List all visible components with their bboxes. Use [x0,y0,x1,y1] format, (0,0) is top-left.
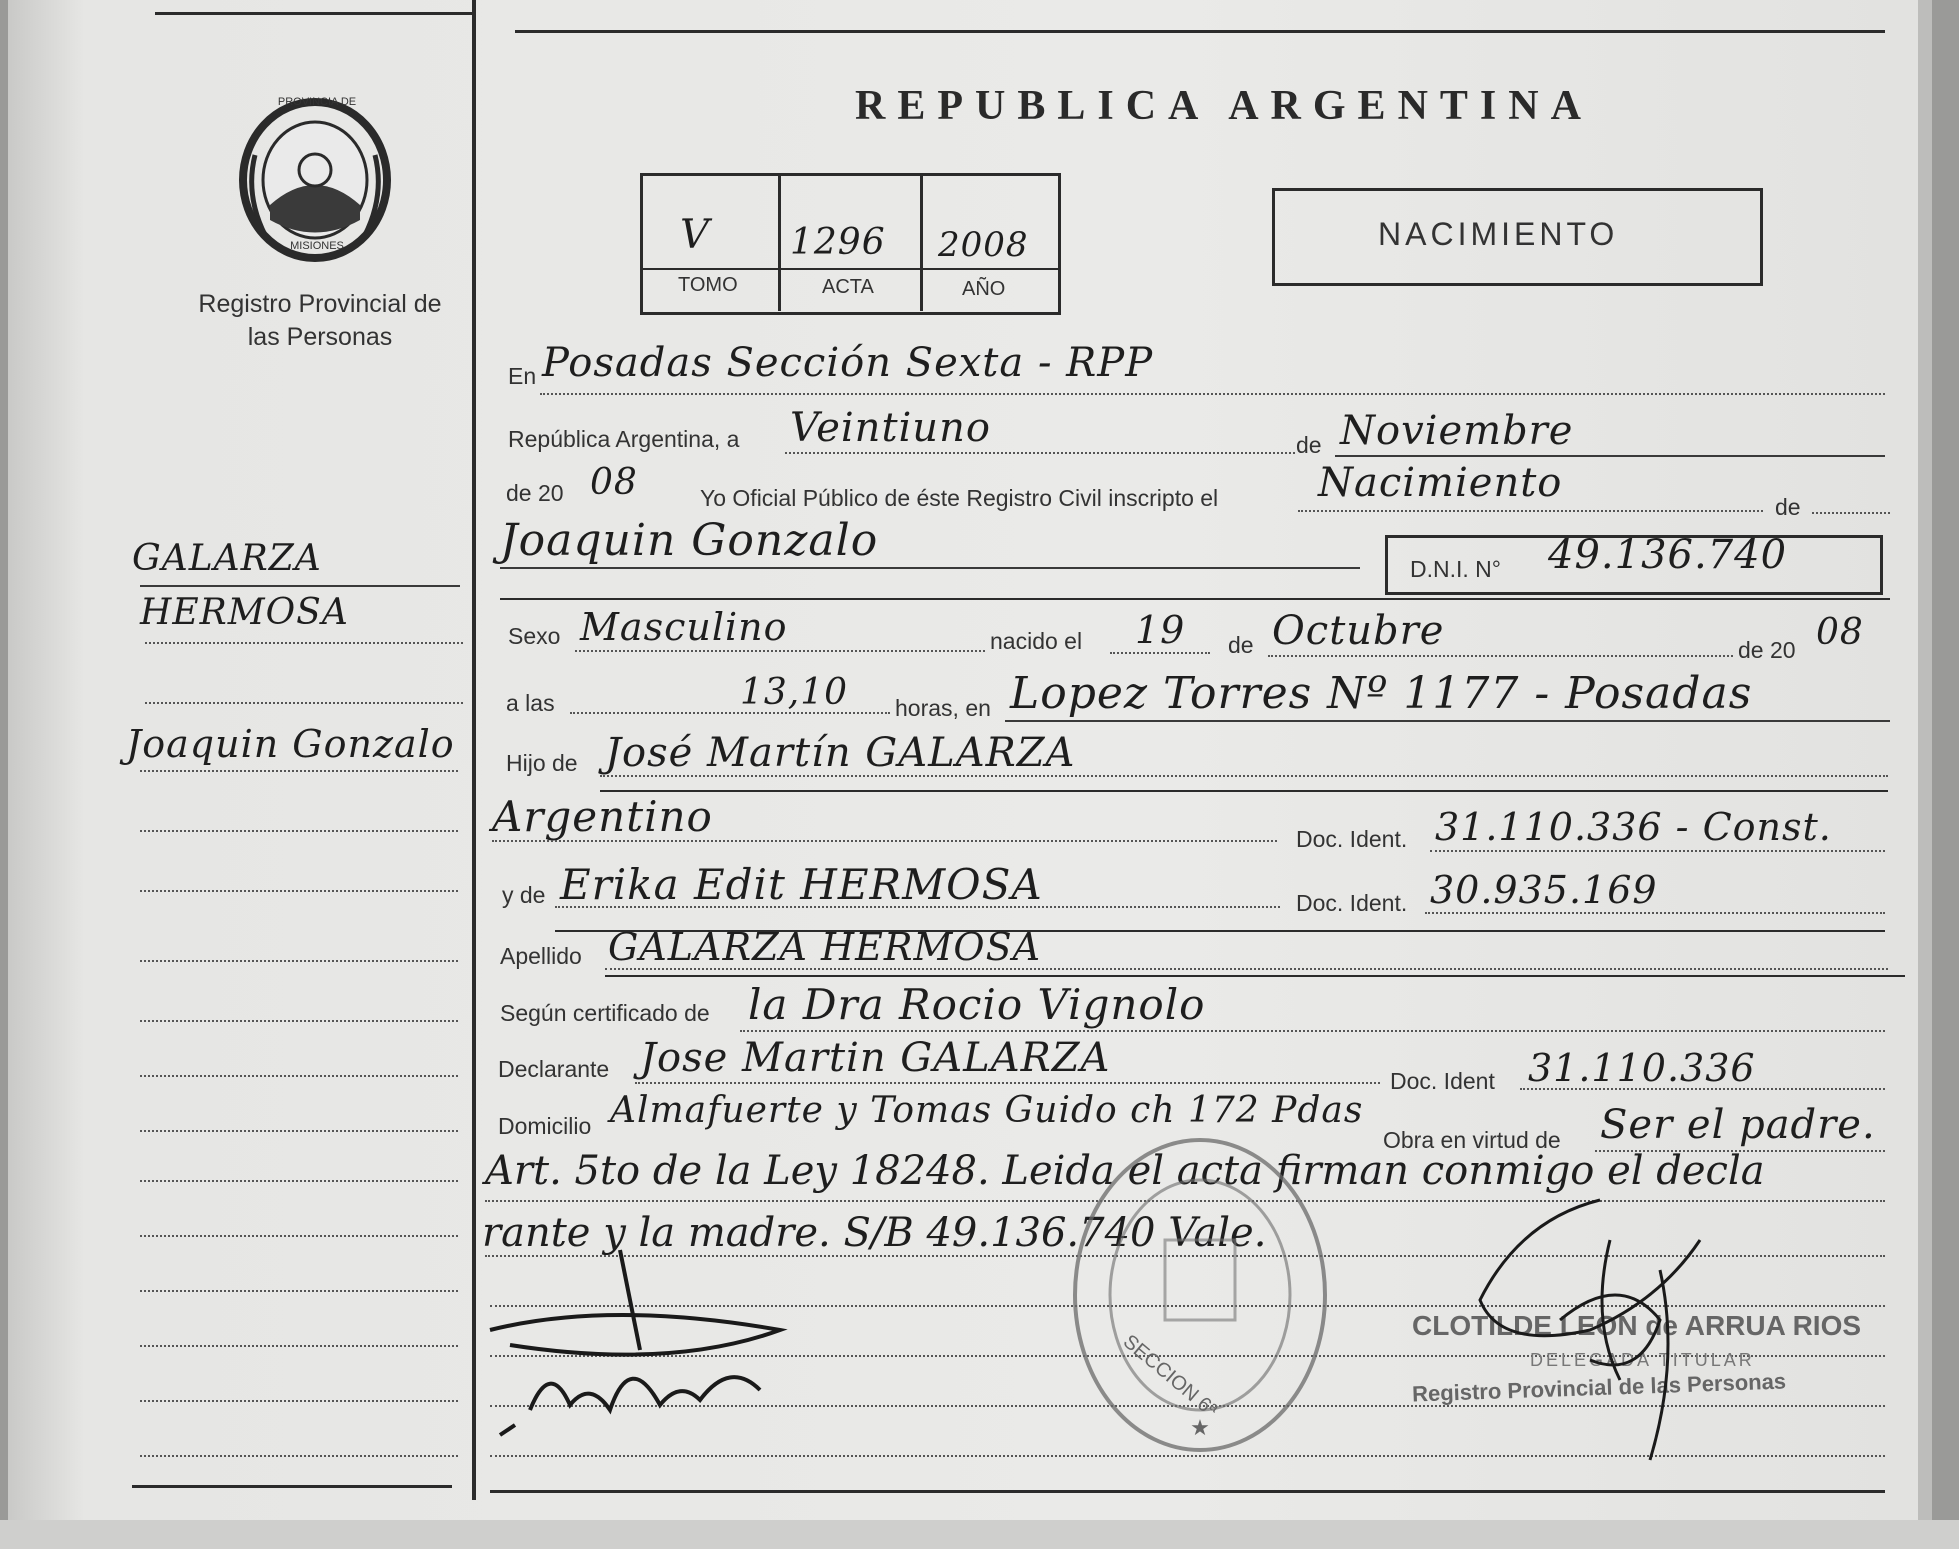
margin-line [140,960,458,962]
page-edge [1918,0,1932,1520]
form-line [1430,850,1885,852]
form-line [1298,510,1763,512]
seal-bottom-text: MISIONES [290,240,344,252]
birth-day: 19 [1135,608,1186,652]
anio-label: AÑO [962,278,1006,300]
registry-name: Registro Provincial de las Personas [198,290,442,351]
anio-value: 2008 [938,225,1029,265]
record-box-separator [778,173,781,311]
yde-label: y de [502,882,546,908]
margin-line [145,642,463,644]
record-box-divider [640,268,1058,270]
en-label: En [508,363,537,389]
form-line [1005,720,1890,722]
year-prefix: de 20 [506,480,564,506]
doc-label-1: Doc. Ident. [1296,826,1408,852]
round-stamp-section: SECCION 6ª [1118,1330,1222,1422]
birth-place: Lopez Torres Nº 1177 - Posadas [1010,668,1753,719]
form-line [740,1030,1885,1032]
doc-label-3: Doc. Ident [1390,1068,1495,1094]
declarante-value: Jose Martin GALARZA [640,1035,1111,1081]
doc-label-2: Doc. Ident. [1296,890,1408,916]
margin-line [140,1345,458,1347]
horas-label: horas, en [895,695,991,721]
acta-value: 1296 [790,222,886,263]
margin-surname-2: HERMOSA [140,592,349,633]
seal-top-text: PROVINCIA DE [277,96,357,108]
margin-line [140,830,458,832]
birth-year-suffix: 08 [1816,612,1864,653]
form-line [500,567,1360,569]
dni-value: 49.136.740 [1548,532,1788,578]
note-line-2: rante y la madre. S/B 49.136.740 Vale. [482,1210,1267,1256]
margin-line [145,702,463,704]
form-line [1268,655,1733,657]
bottom-rule-right [490,1490,1885,1493]
margin-line [140,1235,458,1237]
margin-line [140,1290,458,1292]
de-label-2: de [1775,494,1801,520]
form-line [1812,512,1890,514]
domicilio-label: Domicilio [498,1113,592,1139]
record-box-separator [920,173,923,311]
father-nationality: Argentino [492,792,713,841]
oficial-text: Yo Oficial Público de éste Registro Civil inscripto el [700,485,1219,511]
margin-line [140,770,458,772]
margin-line [140,1075,458,1077]
margin-line [140,585,460,587]
obra-label: Obra en virtud de [1383,1127,1561,1153]
form-line [600,775,1888,777]
tomo-label: TOMO [678,274,738,296]
form-line [555,906,1280,908]
place-value: Posadas Sección Sexta - RPP [542,340,1154,386]
obra-value: Ser el padre. [1600,1102,1876,1148]
father-doc: 31.110.336 - Const. [1435,805,1832,849]
form-line [1110,652,1210,654]
form-line [605,968,1888,970]
row-rule [600,790,1888,792]
apellido-label: Apellido [500,943,582,969]
margin-surname-1: GALARZA [132,538,322,579]
row-rule [500,598,1890,600]
declarant-signature [470,1240,800,1460]
declarante-label: Declarante [498,1056,610,1082]
domicilio-value: Almafuerte y Tomas Guido ch 172 Pdas [610,1090,1364,1131]
form-line [575,650,985,652]
day-words: Veintiuno [790,405,991,451]
tomo-value: V [680,212,710,258]
form-line [1335,455,1885,457]
margin-line [140,890,458,892]
margin-line [140,1180,458,1182]
certificado-value: la Dra Rocio Vignolo [748,980,1206,1029]
page-bottom-edge [0,1520,1959,1549]
form-line [492,840,1277,842]
certificado-label: Según certificado de [500,1000,710,1026]
child-name: Joaquin Gonzalo [500,515,879,566]
hour-value: 13,10 [740,672,849,713]
father-name: José Martín GALARZA [605,730,1076,776]
month-value: Noviembre [1340,408,1574,454]
birth-month: Octubre [1272,608,1445,654]
official-name-stamp: CLOTILDE LEON de ARRUA RIOS [1412,1310,1862,1341]
bottom-rule-left [132,1485,452,1488]
form-line [540,393,1885,395]
note-line-1: Art. 5to de la Ley 18248. Leida el acta firman conmigo el decla [485,1148,1765,1194]
row-rule [605,975,1905,977]
year-suffix: 08 [590,462,638,503]
mother-doc: 30.935.169 [1430,868,1658,912]
declarante-doc: 31.110.336 [1528,1046,1756,1090]
sexo-label: Sexo [508,623,561,649]
official-org-stamp: Registro Provincial de las Personas [1411,1368,1787,1407]
margin-line [140,1130,458,1132]
sexo-value: Masculino [580,605,788,649]
svg-text:★: ★ [1190,1415,1210,1440]
top-rule-right [515,30,1885,33]
page-title: REPUBLICA ARGENTINA [855,83,1593,129]
margin-line [140,1020,458,1022]
inscription-value: Nacimiento [1318,460,1563,506]
official-signature [1460,1180,1720,1470]
birth-year-prefix: de 20 [1738,637,1796,663]
form-line [785,452,1295,454]
de-label-3: de [1228,632,1254,658]
apellido-value: GALARZA HERMOSA [608,925,1042,969]
acta-label: ACTA [822,276,874,298]
margin-given-names: Joaquin Gonzalo [126,722,455,766]
margin-line [140,1400,458,1402]
form-line [635,1082,1380,1084]
hijo-label: Hijo de [506,750,578,776]
margin-line [140,1455,458,1457]
official-role-stamp: DELEGADA TITULAR [1530,1350,1755,1370]
alas-label: a las [506,690,555,716]
republica-label: República Argentina, a [508,426,740,452]
form-line [1425,912,1885,914]
dni-label: D.N.I. N° [1410,556,1501,582]
form-line [1520,1088,1885,1090]
nacido-label: nacido el [990,628,1083,654]
de-label: de [1296,432,1322,458]
top-rule-left [155,12,475,15]
act-type: NACIMIENTO [1378,216,1619,252]
mother-name: Erika Edit HERMOSA [560,860,1043,909]
